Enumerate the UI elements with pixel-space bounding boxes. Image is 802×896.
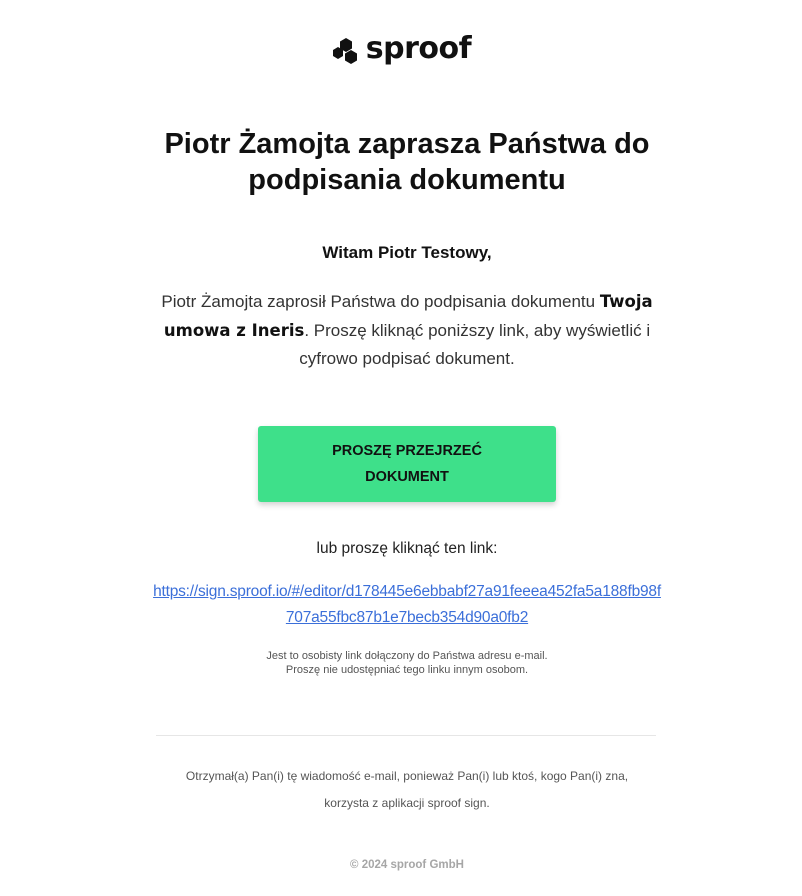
- message-intro: Piotr Żamojta zaprosił Państwa do podpisania dokumentu: [161, 292, 600, 311]
- brand-name: sproof: [365, 31, 472, 66]
- message-instructions: . Proszę kliknąć poniższy link, aby wyświetlić i cyfrowo podpisać dokument.: [299, 320, 651, 368]
- alternative-link-prompt: lub proszę kliknąć ten link:: [316, 540, 498, 557]
- review-document-button[interactable]: [258, 426, 556, 502]
- email-title: Piotr Żamojta zaprasza Państwa do podpisania dokumentu: [164, 128, 650, 196]
- footer-line-2: korzysta z aplikacji sproof sign.: [324, 796, 490, 810]
- document-name: Twoja umowa z Ineris: [163, 292, 653, 340]
- copyright: © 2024 sproof GmbH: [350, 859, 464, 871]
- personal-link-note: [0, 649, 802, 677]
- greeting: Witam Piotr Testowy,: [322, 243, 492, 262]
- invitation-message: [150, 288, 664, 374]
- review-document-button-label: PROSZĘ PRZEJRZEĆ DOKUMENT: [332, 443, 482, 485]
- hexagon-cluster-icon: [331, 36, 361, 66]
- personal-note-line-2: Proszę nie udostępniać tego linku innym osobom.: [285, 664, 529, 676]
- footer-notice: [150, 763, 664, 817]
- footer-divider: [156, 735, 656, 736]
- personal-note-line-1: Jest to osobisty link dołączony do Państwa adresu e-mail.: [266, 650, 548, 662]
- brand-logo: [0, 32, 802, 66]
- signing-link[interactable]: https://sign.sproof.io/#/editor/d178445e6ebbabf27a91feeea452fa5a188fb98f707a55fbc87b1e7becb354d90a0fb2: [153, 583, 661, 626]
- footer-line-1: Otrzymał(a) Pan(i) tę wiadomość e-mail, ponieważ Pan(i) lub ktoś, kogo Pan(i) zna,: [185, 769, 629, 783]
